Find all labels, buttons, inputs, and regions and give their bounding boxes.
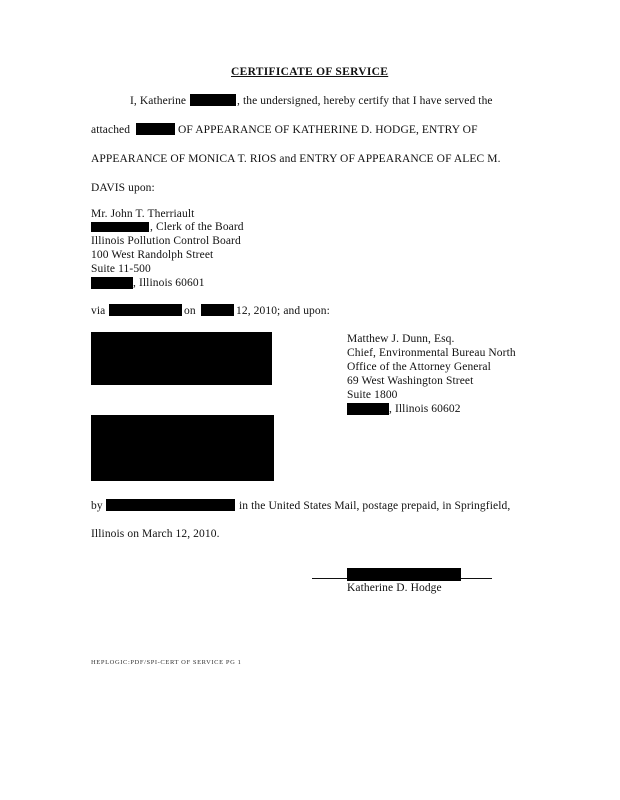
redaction-block bbox=[136, 123, 175, 135]
recipient2-title: Chief, Environmental Bureau North bbox=[347, 347, 516, 359]
closing-by: by bbox=[91, 500, 103, 512]
redaction-block bbox=[201, 304, 234, 316]
redaction-block bbox=[190, 94, 236, 106]
redaction-block bbox=[106, 499, 235, 511]
recipient1-street: 100 West Randolph Street bbox=[91, 249, 214, 261]
via-label: via bbox=[91, 305, 106, 317]
signature-name: Katherine D. Hodge bbox=[347, 582, 442, 594]
intro-line1-start: I, Katherine bbox=[130, 95, 187, 107]
recipient2-street: 69 West Washington Street bbox=[347, 375, 474, 387]
redaction-block bbox=[109, 304, 182, 316]
recipient2-suite: Suite 1800 bbox=[347, 389, 398, 401]
redacted-signature bbox=[347, 568, 461, 581]
recipient1-name: Mr. John T. Therriault bbox=[91, 208, 195, 220]
recipient1-title: , Clerk of the Board bbox=[150, 221, 244, 233]
recipient2-city: , Illinois 60602 bbox=[389, 403, 461, 415]
closing-mail: in the United States Mail, postage prepaid, in Springfield, bbox=[239, 500, 511, 512]
recipient1-org: Illinois Pollution Control Board bbox=[91, 235, 241, 247]
redaction-block bbox=[91, 277, 133, 289]
intro-line4: DAVIS upon: bbox=[91, 182, 155, 194]
redacted-address-block bbox=[91, 415, 274, 481]
intro-line3: APPEARANCE OF MONICA T. RIOS and ENTRY OF APPEARANCE OF ALEC M. bbox=[91, 153, 501, 165]
redaction-block bbox=[91, 222, 149, 232]
via-on: on bbox=[184, 305, 196, 317]
recipient1-city: , Illinois 60601 bbox=[133, 277, 205, 289]
intro-line1-end: , the undersigned, hereby certify that I have served the bbox=[237, 95, 493, 107]
intro-line2-start: attached bbox=[91, 124, 131, 136]
recipient1-suite: Suite 11-500 bbox=[91, 263, 151, 275]
recipient2-name: Matthew J. Dunn, Esq. bbox=[347, 333, 455, 345]
footer-code: HEPLOGIC:PDF/SPI-CERT OF SERVICE PG 1 bbox=[91, 659, 242, 666]
recipient2-org: Office of the Attorney General bbox=[347, 361, 491, 373]
document-title: CERTIFICATE OF SERVICE bbox=[231, 66, 389, 78]
via-date: 12, 2010; and upon: bbox=[236, 305, 330, 317]
closing-date: Illinois on March 12, 2010. bbox=[91, 528, 220, 540]
redacted-address-block bbox=[91, 332, 272, 385]
intro-line2-end: OF APPEARANCE OF KATHERINE D. HODGE, ENTRY OF bbox=[178, 124, 478, 136]
redaction-block bbox=[347, 403, 389, 415]
